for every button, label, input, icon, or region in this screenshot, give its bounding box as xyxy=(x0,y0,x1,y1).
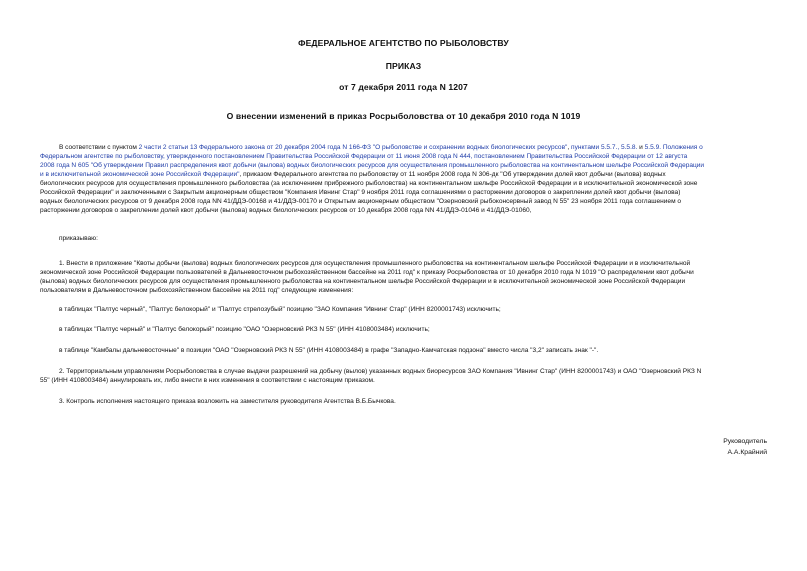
item1-line-1: 1. Внести в приложение "Квоты добычи (вылова) водных биологических ресурсов для осуществления промышленного рыболовства на континентальном шельфе Российской Федерации и в исключительной xyxy=(59,260,691,267)
preamble-line-4: и в исключительной экономической зоне Российской Федерации", приказом Федерального агентства по рыболовству от 11 ноября 2008 года N 306-дк "Об утверждении долей квот добычи (вылова) водных xyxy=(40,171,666,178)
item1-line-2: экономической зоне Российской Федерации пользователей в Дальневосточном рыбохозяйственном бассейне на 2011 год" к приказу Росрыболовства от 10 декабря 2010 года N 1019 "О распределении квот добычи xyxy=(40,269,694,276)
government-decree-link[interactable]: и в исключительной экономической зоне Российской Федерации" xyxy=(40,171,240,178)
item1-line-3: (вылова) водных биологических ресурсов для осуществления промышленного рыболовства на континентальном шельфе Российской Федерации и в исключительной экономической зоне Российской Федерации xyxy=(40,278,686,285)
regulation-point-link[interactable]: 5.5.9. Положения о xyxy=(644,144,703,151)
document-title: О внесении изменений в приказ Росрыболовства от 10 декабря 2010 года N 1019 xyxy=(226,111,581,121)
preamble-line-7: водных биологических ресурсов от 9 декабря 2008 года NN 41/ДДЭ-00168 и 41/ДДЭ-00170 и Открытым акционерным обществом "Озерновский рыбоконсервный завод N 55" 23 ноября 2011 года соглашением о xyxy=(40,198,682,205)
document-date-number: от 7 декабря 2011 года N 1207 xyxy=(339,82,468,92)
item3-line: 3. Контроль исполнения настоящего приказа возложить на заместителя руководителя Агентства В.Б.Бычкова. xyxy=(59,398,396,405)
preamble-line-5: биологических ресурсов для осуществления промышленного рыболовства (за исключением прибрежного рыболовства) на континентальном шельфе Российской Федерации и в исключительной экономической зоне xyxy=(40,180,698,187)
item1-sub-1: в таблицах "Палтус черный", "Палтус белокорый" и "Палтус стрелозубый" позицию "ЗАО Компания "Ивнинг Стар" (ИНН 8200001743) исключить; xyxy=(59,306,501,313)
preamble-line-8: расторжении договоров о закреплении долей квот добычи (вылова) водных биологических ресурсов от 10 декабря 2008 года NN 41/ДДЭ-01046 и 41/ДДЭ-01060, xyxy=(40,207,532,214)
agency-name: ФЕДЕРАЛЬНОЕ АГЕНТСТВО ПО РЫБОЛОВСТВУ xyxy=(298,38,509,48)
item1-sub-2: в таблицах "Палтус черный" и "Палтус белокорый" позицию "ОАО "Озерновский РКЗ N 55" (ИНН 4108003484) исключить; xyxy=(59,326,430,333)
preamble-line-6: Российской Федерации" и заключенными с Закрытым акционерным обществом "Компания Ивнинг Стар" 9 ноября 2011 года соглашениями о расторжении договоров о закреплении долей квот добычи (вылова) xyxy=(40,189,681,196)
signature-name: А.А.Крайний xyxy=(727,449,767,456)
item2-line-1: 2. Территориальным управлениям Росрыболовства в случае выдачи разрешений на добычу (вылов) указанных водных биоресурсов ЗАО Компания "Ивнинг Стар" (ИНН 8200001743) и ОАО "Озерновский РКЗ N xyxy=(59,368,702,375)
preamble-line-1: В соответствии с пунктом 2 части 2 статьи 13 Федерального закона от 20 декабря 2004 года N 166-ФЗ "О рыболовстве и сохранении водных биологических ресурсов", пунктами 5.5.7., 5.5.8. и 5.5.9. Положения о xyxy=(59,144,703,151)
regulation-points-link[interactable]: пунктами 5.5.7., 5.5.8. xyxy=(571,144,638,151)
preamble-line-2-link[interactable]: Федеральном агентстве по рыболовству, утвержденного постановлением Правительства Российской Федерации от 11 июня 2008 года N 444, постановлением Правительства Российской Федерации от 12 августа xyxy=(40,153,688,160)
item1-line-4: пользователям в Дальневосточном рыбохозяйственном бассейне на 2011 год" следующие изменения: xyxy=(40,287,354,294)
law-link[interactable]: 2 части 2 статьи 13 Федерального закона от 20 декабря 2004 года N 166-ФЗ "О рыболовстве и сохранении водных биологических ресурсов" xyxy=(138,144,568,151)
order-word: приказываю: xyxy=(59,235,98,242)
preamble-line-3-link[interactable]: 2008 года N 605 "Об утверждении Правил распределения квот добычи (вылова) водных биологических ресурсов для осуществления промышленного рыболовства на континентальном шельфе Российской Федерации xyxy=(40,162,705,169)
item1-sub-3: в таблице "Камбалы дальневосточные" в позиции "ОАО "Озерновский РКЗ N 55" (ИНН 4108003484) в графе "Западно-Камчатская подзона" вместо числа "3,2" записать знак "-". xyxy=(59,347,599,354)
document-type: ПРИКАЗ xyxy=(385,61,422,71)
signature-role: Руководитель xyxy=(723,438,767,445)
item2-line-2: 55" (ИНН 4108003484) аннулировать их, либо внести в них изменения в соответствии с настоящим приказом. xyxy=(40,377,375,384)
